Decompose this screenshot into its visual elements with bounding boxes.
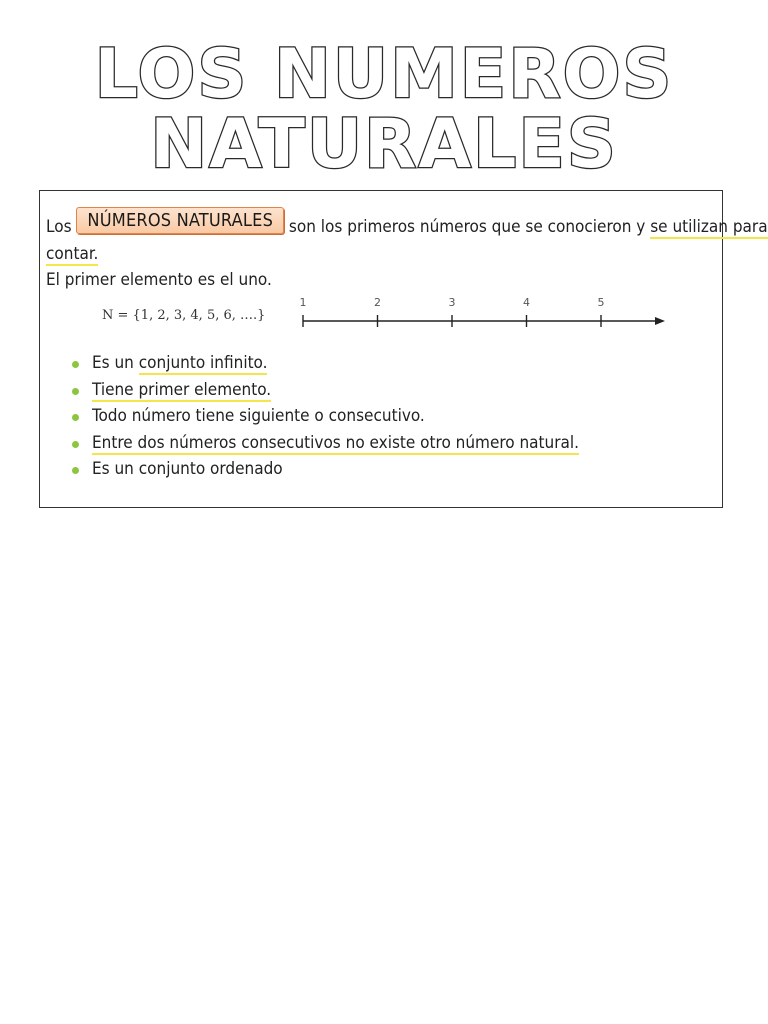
list-item: Es un conjunto infinito. xyxy=(70,353,579,380)
first-element-text: El primer elemento es el uno. xyxy=(46,270,272,290)
intro-prefix: Los xyxy=(46,217,72,237)
list-item: Entre dos números consecutivos no existe otro número natural. xyxy=(70,433,579,460)
number-line-tick-label: 4 xyxy=(523,296,530,309)
number-line-arrow xyxy=(655,317,665,325)
number-line-tick-label: 1 xyxy=(299,296,307,309)
list-item: Es un conjunto ordenado xyxy=(70,459,579,486)
bullet-dot-icon xyxy=(72,467,79,474)
intro-highlight: se utilizan para xyxy=(650,217,768,237)
content-box xyxy=(39,190,768,508)
bullet-dot-icon xyxy=(72,361,79,368)
number-line-tick-label: 2 xyxy=(374,296,381,309)
page-title-line-2: NATURALES xyxy=(150,105,618,184)
list-item: Tiene primer elemento. xyxy=(70,380,579,407)
intro-continuation-line xyxy=(46,244,98,264)
bullet-dot-icon xyxy=(72,441,79,448)
number-line-tick-label: 3 xyxy=(448,296,456,309)
set-definition: N = {1, 2, 3, 4, 5, 6, ….} xyxy=(102,308,266,323)
number-line xyxy=(295,295,675,335)
numeros-naturales-badge: NÚMEROS NATURALES xyxy=(76,207,284,234)
bullet-dot-icon xyxy=(72,414,79,421)
list-item: Todo número tiene siguiente o consecutivo. xyxy=(70,406,579,433)
intro-line xyxy=(46,210,768,240)
page-title-line-1: LOS NUMEROS xyxy=(94,35,674,114)
bullet-dot-icon xyxy=(72,388,79,395)
properties-list xyxy=(70,353,579,486)
intro-continuation: contar. xyxy=(46,244,99,264)
intro-middle: son los primeros números que se conocieron y xyxy=(288,217,646,237)
number-line-tick-label: 5 xyxy=(597,296,605,309)
